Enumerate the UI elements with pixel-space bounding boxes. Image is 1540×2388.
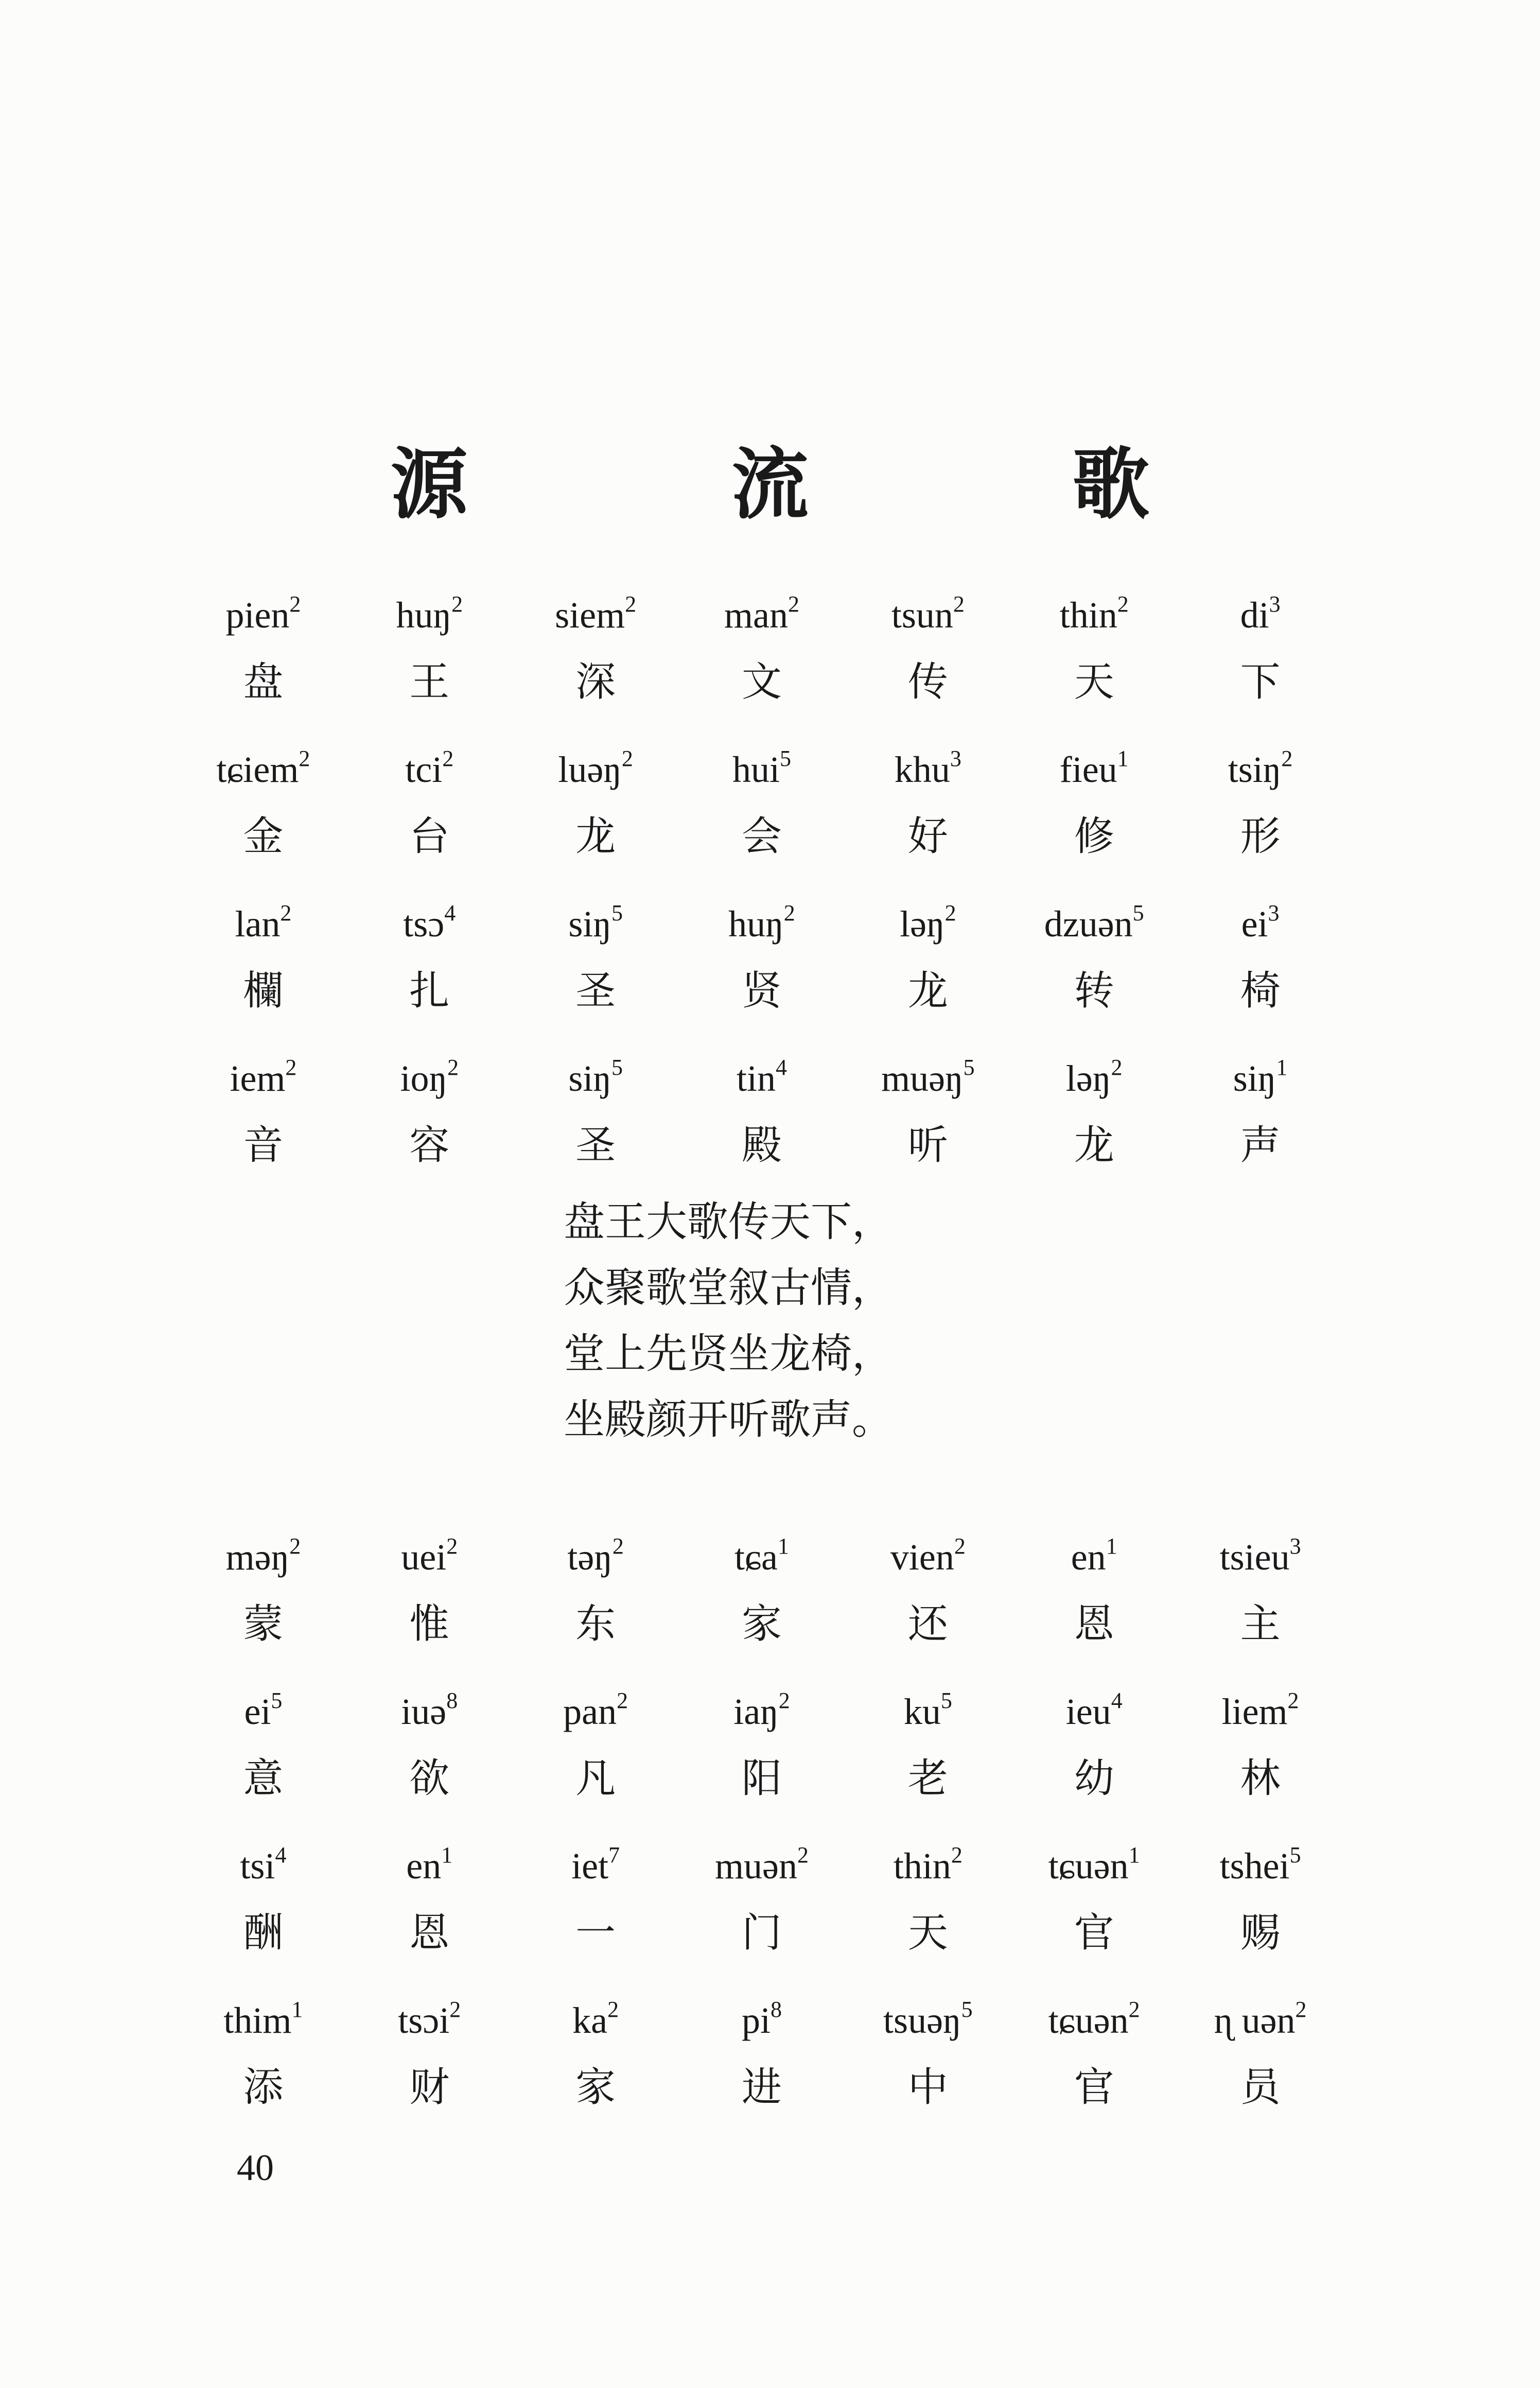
syllable: ei	[1241, 903, 1268, 945]
word-cell	[1011, 1045, 1177, 1179]
syllable: pi	[741, 2000, 771, 2041]
tone-number: 3	[1289, 1533, 1301, 1559]
tone-number: 4	[1111, 1688, 1123, 1714]
romanization	[1177, 1833, 1343, 1899]
hanzi: 门	[741, 1910, 782, 1956]
hanzi: 老	[907, 1755, 948, 1802]
syllable: pien	[225, 595, 290, 636]
word-cell	[180, 1987, 346, 2121]
word-cell	[1177, 1045, 1343, 1179]
word-cell	[679, 1678, 845, 1812]
syllable: thin	[893, 1845, 951, 1887]
tone-number: 2	[446, 1533, 458, 1559]
romanization	[513, 736, 679, 803]
hanzi: 圣	[575, 1122, 616, 1169]
hanzi: 一	[575, 1910, 616, 1956]
romanization	[180, 1987, 346, 2054]
syllable: muəŋ	[881, 1058, 964, 1099]
romanization	[1177, 736, 1343, 803]
hanzi: 殿	[741, 1122, 782, 1169]
interlinear-row	[180, 1045, 1343, 1199]
tone-number: 3	[1269, 591, 1281, 617]
tone-number: 5	[611, 1055, 623, 1080]
syllable: tsuəŋ	[883, 2000, 961, 2041]
romanization	[513, 1678, 679, 1745]
word-cell	[180, 1045, 346, 1179]
romanization	[1177, 1045, 1343, 1112]
syllable: iuə	[401, 1691, 447, 1732]
hanzi: 阳	[741, 1755, 782, 1802]
syllable: iaŋ	[733, 1691, 779, 1732]
tone-number: 2	[451, 591, 463, 617]
syllable: tɕa	[734, 1537, 778, 1578]
tone-number: 4	[444, 900, 456, 926]
tone-number: 2	[787, 591, 799, 617]
syllable: dzuən	[1044, 903, 1133, 945]
romanization	[1011, 1045, 1177, 1112]
word-cell	[513, 1987, 679, 2121]
word-cell	[1177, 1678, 1343, 1812]
poem-line: 坐殿颜开听歌声。	[564, 1396, 893, 1443]
word-cell	[1177, 1833, 1343, 1966]
word-cell	[346, 1045, 513, 1179]
tone-number: 5	[1132, 900, 1144, 926]
hanzi: 官	[1074, 2064, 1114, 2111]
hanzi: 员	[1240, 2064, 1281, 2111]
tone-number: 5	[963, 1055, 975, 1080]
word-cell	[1177, 891, 1343, 1024]
interlinear-row	[180, 582, 1343, 736]
word-cell	[845, 1987, 1011, 2121]
syllable: ɳ uən	[1214, 2000, 1296, 2041]
romanization	[679, 1833, 845, 1899]
romanization	[346, 1678, 513, 1745]
syllable: ləŋ	[900, 903, 945, 945]
interlinear-row	[180, 1987, 1343, 2141]
syllable: ka	[572, 2000, 608, 2041]
romanization	[1177, 1524, 1343, 1591]
hanzi: 贤	[741, 968, 782, 1014]
tone-number: 2	[447, 1055, 459, 1080]
hanzi: 盘	[243, 659, 284, 705]
poem-line: 盘王大歌传天下，	[564, 1198, 893, 1246]
syllable: en	[1071, 1537, 1106, 1578]
romanization	[1011, 891, 1177, 957]
syllable: en	[406, 1845, 442, 1887]
hanzi: 家	[575, 2064, 616, 2111]
hanzi: 转	[1074, 968, 1114, 1014]
word-cell	[845, 582, 1011, 716]
word-cell	[180, 1524, 346, 1658]
word-cell	[679, 1987, 845, 2121]
word-cell	[1011, 1678, 1177, 1812]
syllable: thin	[1059, 595, 1117, 636]
syllable: tshei	[1219, 1845, 1290, 1887]
hanzi: 天	[907, 1910, 948, 1956]
romanization	[845, 1045, 1011, 1112]
romanization	[180, 736, 346, 803]
hanzi: 传	[907, 659, 948, 705]
word-cell	[1177, 1987, 1343, 2121]
romanization	[845, 736, 1011, 803]
hanzi: 深	[575, 659, 616, 705]
tone-number: 2	[280, 900, 292, 926]
tone-number: 5	[961, 1997, 973, 2023]
syllable: ku	[903, 1691, 941, 1732]
interlinear-row	[180, 736, 1343, 891]
hanzi: 台	[409, 813, 450, 860]
syllable: liem	[1221, 1691, 1288, 1732]
tone-number: 2	[607, 1997, 619, 2023]
romanization	[679, 1678, 845, 1745]
romanization	[1177, 582, 1343, 649]
tone-number: 1	[441, 1842, 453, 1868]
hanzi: 修	[1074, 813, 1114, 860]
word-cell	[513, 582, 679, 716]
tone-number: 5	[940, 1688, 952, 1714]
syllable: siŋ	[1233, 1058, 1276, 1099]
hanzi: 财	[409, 2064, 450, 2111]
word-cell	[1177, 582, 1343, 716]
hanzi: 主	[1240, 1601, 1281, 1647]
word-cell	[346, 1524, 513, 1658]
romanization	[346, 1833, 513, 1899]
romanization	[1011, 1678, 1177, 1745]
syllable: tin	[736, 1058, 776, 1099]
tone-number: 8	[771, 1997, 782, 2023]
tone-number: 5	[271, 1688, 283, 1714]
romanization	[1177, 891, 1343, 957]
hanzi: 好	[907, 813, 948, 860]
tone-number: 1	[1117, 746, 1129, 772]
tone-number: 4	[776, 1055, 787, 1080]
romanization	[1011, 1524, 1177, 1591]
tone-number: 5	[780, 746, 791, 772]
hanzi: 椅	[1240, 968, 1281, 1014]
tone-number: 2	[625, 591, 637, 617]
romanization	[180, 1833, 346, 1899]
romanization	[845, 891, 1011, 957]
word-cell	[845, 1045, 1011, 1179]
hanzi: 龙	[907, 968, 948, 1014]
tone-number: 3	[950, 746, 961, 772]
romanization	[1177, 1678, 1343, 1745]
syllable: tsun	[891, 595, 953, 636]
word-cell	[513, 1524, 679, 1658]
tone-number: 8	[446, 1688, 458, 1714]
word-cell	[346, 736, 513, 870]
tone-number: 7	[608, 1842, 620, 1868]
romanization	[679, 736, 845, 803]
tone-number: 2	[953, 591, 965, 617]
tone-number: 2	[944, 900, 956, 926]
hanzi: 龙	[1074, 1122, 1114, 1169]
hanzi: 进	[741, 2064, 782, 2111]
romanization	[346, 736, 513, 803]
word-cell	[346, 1833, 513, 1966]
romanization	[346, 1987, 513, 2054]
word-cell	[679, 1833, 845, 1966]
romanization	[845, 1833, 1011, 1899]
romanization	[845, 1678, 1011, 1745]
tone-number: 2	[289, 591, 301, 617]
syllable: muən	[715, 1845, 797, 1887]
hanzi: 音	[243, 1122, 284, 1169]
tone-number: 2	[1117, 591, 1129, 617]
tone-number: 2	[449, 1997, 461, 2023]
word-cell	[1011, 736, 1177, 870]
romanization	[1011, 1987, 1177, 2054]
syllable: uei	[401, 1537, 447, 1578]
hanzi: 形	[1240, 813, 1281, 860]
poem-translation	[564, 1189, 893, 1453]
romanization	[679, 1524, 845, 1591]
word-cell	[679, 582, 845, 716]
tone-number: 4	[275, 1842, 287, 1868]
syllable: hui	[732, 749, 780, 790]
syllable: pan	[563, 1691, 617, 1732]
hanzi: 意	[243, 1755, 284, 1802]
syllable: vien	[890, 1537, 954, 1578]
romanization	[180, 1524, 346, 1591]
hanzi: 中	[907, 2064, 948, 2111]
syllable: tsi	[240, 1845, 275, 1887]
hanzi: 会	[741, 813, 782, 860]
hanzi: 蒙	[243, 1601, 284, 1647]
word-cell	[679, 1045, 845, 1179]
word-cell	[679, 736, 845, 870]
tone-number: 1	[1106, 1533, 1117, 1559]
romanization	[1011, 1833, 1177, 1899]
hanzi: 天	[1074, 659, 1114, 705]
romanization	[346, 582, 513, 649]
tone-number: 2	[783, 900, 795, 926]
syllable: fieu	[1059, 749, 1117, 790]
tone-number: 2	[289, 1533, 301, 1559]
poem-line: 众聚歌堂叙古情，	[564, 1264, 893, 1312]
romanization	[513, 1524, 679, 1591]
romanization	[1011, 736, 1177, 803]
interlinear-section-1	[180, 582, 1343, 1199]
hanzi: 下	[1240, 659, 1281, 705]
tone-number: 2	[617, 1688, 628, 1714]
hanzi: 文	[741, 659, 782, 705]
word-cell	[180, 1678, 346, 1812]
romanization	[346, 1045, 513, 1112]
syllable: huŋ	[728, 903, 784, 945]
word-cell	[1011, 1833, 1177, 1966]
tone-number: 2	[951, 1842, 962, 1868]
word-cell	[346, 582, 513, 716]
tone-number: 2	[1128, 1997, 1140, 2023]
word-cell	[679, 1524, 845, 1658]
tone-number: 5	[611, 900, 623, 926]
romanization	[513, 582, 679, 649]
syllable: ieu	[1065, 1691, 1111, 1732]
syllable: man	[724, 595, 788, 636]
hanzi: 惟	[409, 1601, 450, 1647]
interlinear-row	[180, 1524, 1343, 1678]
word-cell	[513, 1045, 679, 1179]
romanization	[513, 891, 679, 957]
tone-number: 2	[1281, 746, 1293, 772]
word-cell	[845, 1524, 1011, 1658]
syllable: siŋ	[568, 1058, 611, 1099]
tone-number: 2	[285, 1055, 297, 1080]
word-cell	[180, 1833, 346, 1966]
romanization	[679, 582, 845, 649]
word-cell	[1177, 736, 1343, 870]
word-cell	[513, 891, 679, 1024]
page-title: 源 流 歌	[390, 439, 1268, 530]
syllable: məŋ	[225, 1537, 290, 1578]
romanization	[346, 1524, 513, 1591]
word-cell	[845, 1678, 1011, 1812]
hanzi: 欄	[243, 968, 284, 1014]
syllable: di	[1240, 595, 1269, 636]
word-cell	[845, 736, 1011, 870]
syllable: tsiŋ	[1228, 749, 1282, 790]
romanization	[679, 1987, 845, 2054]
syllable: thim	[223, 2000, 292, 2041]
word-cell	[346, 1987, 513, 2121]
hanzi: 恩	[409, 1910, 450, 1956]
tone-number: 2	[442, 746, 454, 772]
hanzi: 林	[1240, 1755, 1281, 1802]
tone-number: 2	[621, 746, 633, 772]
hanzi: 王	[409, 659, 450, 705]
word-cell	[346, 891, 513, 1024]
hanzi: 官	[1074, 1910, 1114, 1956]
hanzi: 容	[409, 1122, 450, 1169]
syllable: luəŋ	[558, 749, 622, 790]
interlinear-row	[180, 1678, 1343, 1833]
word-cell	[1177, 1524, 1343, 1658]
hanzi: 金	[243, 813, 284, 860]
word-cell	[845, 891, 1011, 1024]
tone-number: 2	[1295, 1997, 1307, 2023]
tone-number: 1	[1128, 1842, 1140, 1868]
syllable: siem	[555, 595, 625, 636]
romanization	[513, 1833, 679, 1899]
poem-line: 堂上先贤坐龙椅，	[564, 1330, 893, 1378]
word-cell	[513, 1678, 679, 1812]
tone-number: 1	[291, 1997, 303, 2023]
hanzi: 家	[741, 1601, 782, 1647]
romanization	[346, 891, 513, 957]
hanzi: 欲	[409, 1755, 450, 1802]
romanization	[513, 1987, 679, 2054]
tone-number: 1	[1276, 1055, 1288, 1080]
syllable: tɕuən	[1048, 1845, 1129, 1887]
tone-number: 2	[1287, 1688, 1299, 1714]
syllable: huŋ	[396, 595, 452, 636]
syllable: ləŋ	[1065, 1058, 1111, 1099]
word-cell	[180, 736, 346, 870]
romanization	[679, 1045, 845, 1112]
tone-number: 2	[797, 1842, 809, 1868]
syllable: tɕuən	[1048, 2000, 1129, 2041]
hanzi: 凡	[575, 1755, 616, 1802]
word-cell	[513, 736, 679, 870]
hanzi: 圣	[575, 968, 616, 1014]
syllable: tci	[405, 749, 443, 790]
word-cell	[1011, 582, 1177, 716]
syllable: tsɔi	[398, 2000, 450, 2041]
syllable: siŋ	[568, 903, 611, 945]
interlinear-section-2	[180, 1524, 1343, 2141]
page-number: 40	[237, 2147, 274, 2188]
syllable: lan	[235, 903, 281, 945]
romanization	[845, 1987, 1011, 2054]
word-cell	[1011, 891, 1177, 1024]
syllable: təŋ	[567, 1537, 612, 1578]
word-cell	[180, 582, 346, 716]
romanization	[180, 891, 346, 957]
tone-number: 2	[954, 1533, 966, 1559]
interlinear-row	[180, 1833, 1343, 1987]
hanzi: 恩	[1074, 1601, 1114, 1647]
romanization	[1011, 582, 1177, 649]
syllable: iet	[571, 1845, 609, 1887]
word-cell	[180, 891, 346, 1024]
syllable: iem	[230, 1058, 286, 1099]
tone-number: 2	[1111, 1055, 1123, 1080]
romanization	[1177, 1987, 1343, 2054]
tone-number: 2	[612, 1533, 624, 1559]
syllable: tɕiem	[216, 749, 299, 790]
tone-number: 5	[1289, 1842, 1301, 1868]
romanization	[180, 582, 346, 649]
syllable: khu	[894, 749, 950, 790]
hanzi: 幼	[1074, 1755, 1114, 1802]
syllable: tsɔ	[403, 903, 445, 945]
hanzi: 酬	[243, 1910, 284, 1956]
romanization	[180, 1678, 346, 1745]
hanzi: 还	[907, 1601, 948, 1647]
tone-number: 2	[299, 746, 310, 772]
romanization	[513, 1045, 679, 1112]
syllable: ei	[244, 1691, 271, 1732]
romanization	[845, 582, 1011, 649]
syllable: ioŋ	[400, 1058, 448, 1099]
romanization	[845, 1524, 1011, 1591]
hanzi: 添	[243, 2064, 284, 2111]
hanzi: 龙	[575, 813, 616, 860]
word-cell	[845, 1833, 1011, 1966]
hanzi: 东	[575, 1601, 616, 1647]
tone-number: 2	[778, 1688, 790, 1714]
word-cell	[1011, 1524, 1177, 1658]
hanzi: 赐	[1240, 1910, 1281, 1956]
hanzi: 声	[1240, 1122, 1281, 1169]
interlinear-row	[180, 891, 1343, 1045]
hanzi: 听	[907, 1122, 948, 1169]
hanzi: 扎	[409, 968, 450, 1014]
romanization	[180, 1045, 346, 1112]
word-cell	[1011, 1987, 1177, 2121]
word-cell	[679, 891, 845, 1024]
tone-number: 3	[1268, 900, 1280, 926]
tone-number: 1	[777, 1533, 789, 1559]
syllable: tsieu	[1219, 1537, 1290, 1578]
word-cell	[513, 1833, 679, 1966]
romanization	[679, 891, 845, 957]
word-cell	[346, 1678, 513, 1812]
